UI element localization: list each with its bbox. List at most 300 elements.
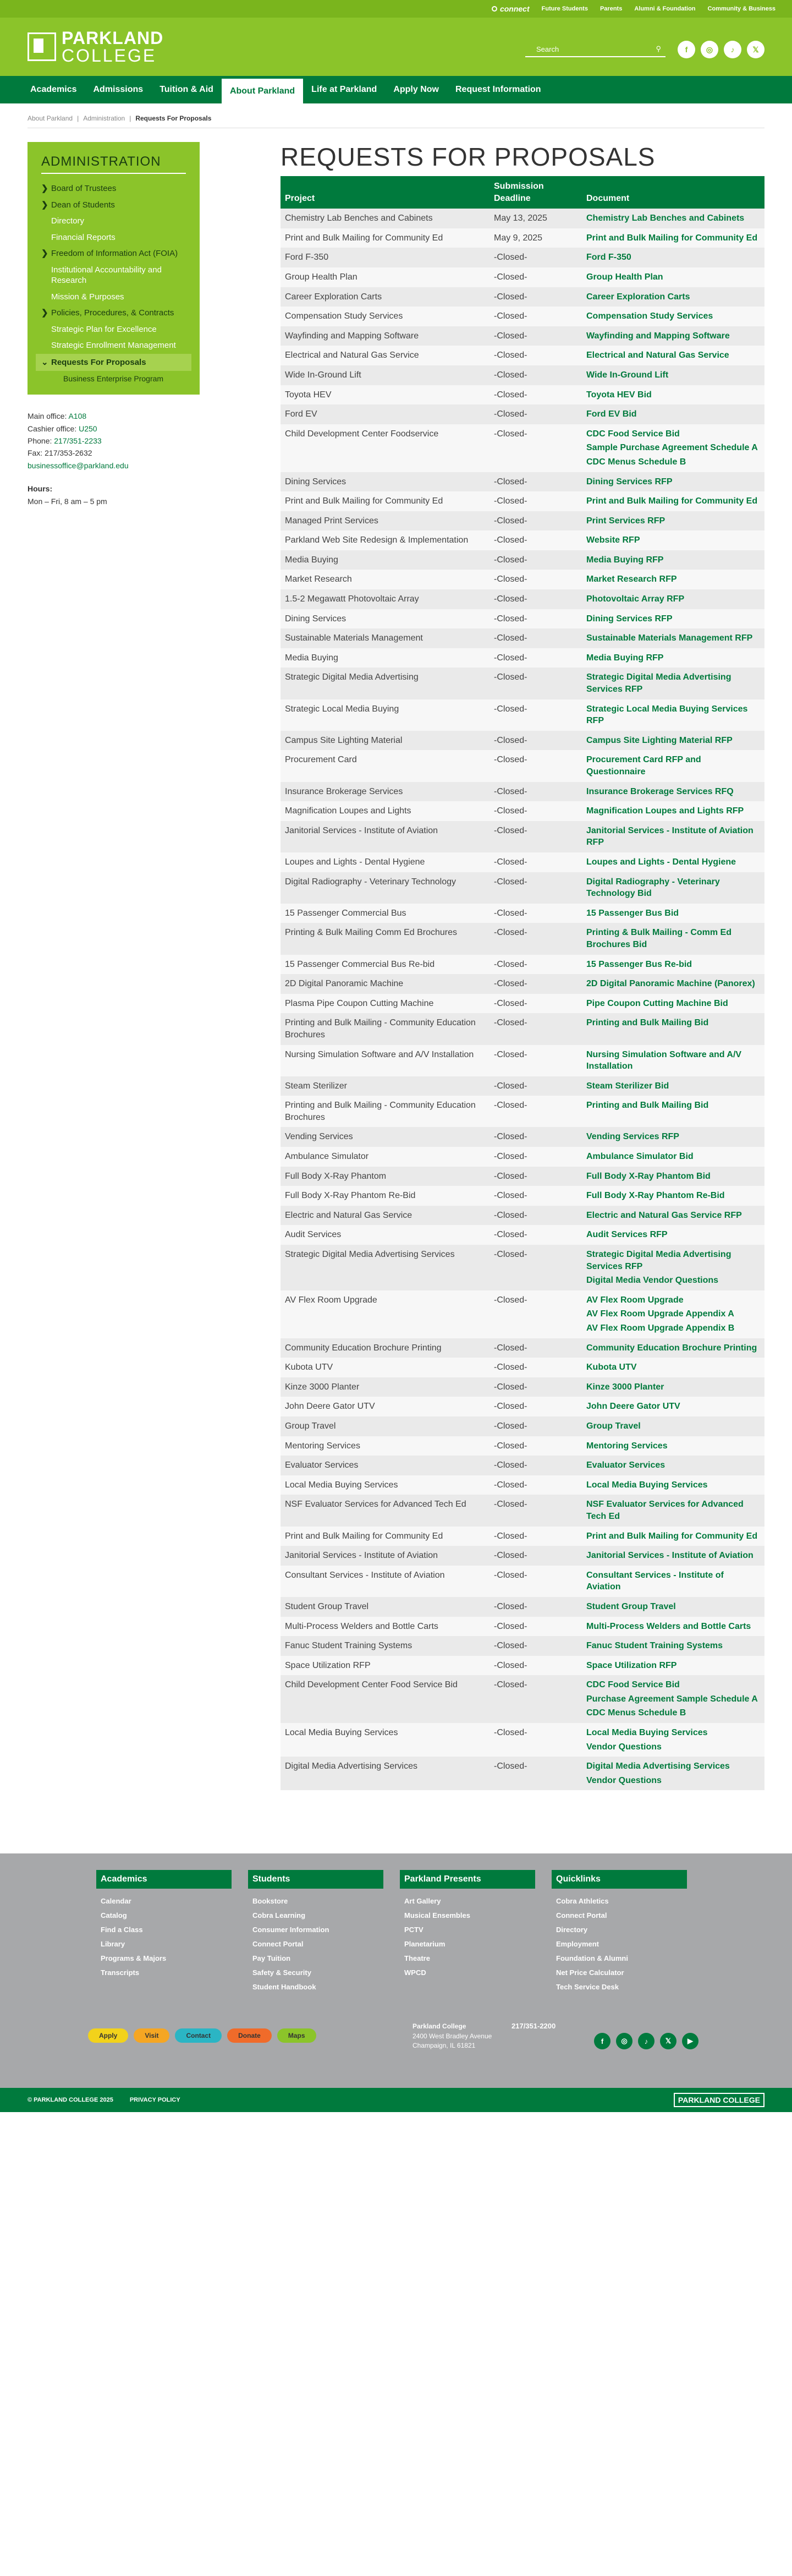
sidebar-item[interactable] (41, 197, 186, 214)
document-link[interactable]: Dining Services RFP (586, 614, 673, 624)
main-office: Main office: A108 (28, 412, 87, 421)
footer-link[interactable]: Theatre (404, 1954, 430, 1963)
document-link[interactable]: Mentoring Services (586, 1441, 668, 1451)
sidebar-item[interactable] (41, 245, 186, 262)
table-row (280, 1597, 765, 1617)
table-row (280, 668, 765, 699)
document-link[interactable]: Printing and Bulk Mailing Bid (586, 1018, 709, 1028)
project-cell: 15 Passenger Commercial Bus (280, 904, 490, 923)
document-link[interactable]: Printing & Bulk Mailing - Comm Ed Brochures Bid (586, 928, 732, 949)
chevron-right-icon: ❯ (41, 184, 48, 193)
utility-link-community[interactable]: Community & Business (707, 6, 776, 12)
sidebar-item[interactable] (41, 305, 186, 321)
document-link[interactable]: Digital Media Advertising Services (586, 1762, 730, 1771)
document-link[interactable]: Electrical and Natural Gas Service (586, 351, 729, 360)
sidebar-item[interactable] (41, 321, 186, 338)
pill-button-contact[interactable]: Contact (175, 2028, 222, 2043)
deadline-cell: -Closed- (490, 1546, 582, 1566)
document-link[interactable]: Dining Services RFP (586, 477, 673, 486)
project-cell: Nursing Simulation Software and A/V Installation (280, 1045, 490, 1076)
document-link[interactable]: Steam Sterilizer Bid (586, 1081, 669, 1091)
connect-link[interactable]: connect (492, 4, 530, 13)
deadline-cell: -Closed- (490, 1597, 582, 1617)
document-link[interactable]: 15 Passenger Bus Bid (586, 908, 679, 918)
document-cell (582, 1527, 765, 1546)
document-link[interactable]: Local Media Buying Services (586, 1728, 708, 1738)
footer-link[interactable]: Find a Class (101, 1926, 143, 1934)
document-cell (582, 570, 765, 589)
footer-link[interactable]: Consumer Information (252, 1926, 329, 1934)
footer-column (248, 1870, 383, 1994)
footer-link[interactable]: Calendar (101, 1897, 131, 1906)
document-link[interactable]: Market Research RFP (586, 575, 677, 584)
deadline-cell: -Closed- (490, 472, 582, 492)
document-link[interactable]: AV Flex Room Upgrade Appendix A (586, 1309, 734, 1319)
pill-button-visit[interactable]: Visit (134, 2028, 169, 2043)
project-cell: Child Development Center Food Service Bid (280, 1675, 490, 1723)
table-row (280, 385, 765, 405)
document-link[interactable]: Consultant Services - Institute of Aviation (586, 1570, 724, 1592)
quick-action-pills (88, 2028, 396, 2043)
document-cell (582, 731, 765, 751)
table-row (280, 1013, 765, 1044)
footer-logo[interactable]: PARKLAND COLLEGE (674, 2093, 765, 2107)
table-row (280, 1045, 765, 1076)
document-cell (582, 385, 765, 405)
document-link[interactable]: 2D Digital Panoramic Machine (Panorex) (586, 979, 755, 989)
deadline-cell: -Closed- (490, 267, 582, 287)
footer-link[interactable]: WPCD (404, 1968, 426, 1977)
footer-link[interactable]: Directory (556, 1926, 588, 1934)
document-link[interactable]: Nursing Simulation Software and A/V Installation (586, 1049, 742, 1071)
footer-link[interactable]: Musical Ensembles (404, 1911, 470, 1920)
document-cell (582, 424, 765, 472)
facebook-icon[interactable]: f (594, 2033, 610, 2049)
sidebar-item[interactable] (41, 337, 186, 354)
sidebar-item-label: Freedom of Information Act (FOIA) (51, 249, 178, 258)
document-link[interactable]: Sample Purchase Agreement Schedule A (586, 443, 758, 453)
document-link[interactable]: AV Flex Room Upgrade Appendix B (586, 1323, 735, 1333)
project-cell: 2D Digital Panoramic Machine (280, 974, 490, 994)
document-link[interactable]: Student Group Travel (586, 1601, 676, 1611)
deadline-cell: -Closed- (490, 1245, 582, 1290)
logo-line-1: PARKLAND (62, 28, 164, 48)
nav-apply-now[interactable]: Apply Now (393, 85, 439, 94)
document-cell (582, 872, 765, 904)
document-link[interactable]: Procurement Card RFP and Questionnaire (586, 755, 701, 776)
email-link[interactable]: businessoffice@parkland.edu (28, 461, 129, 470)
table-row (280, 852, 765, 872)
document-link[interactable]: Fanuc Student Training Systems (586, 1641, 723, 1651)
utility-link-future-students[interactable]: Future Students (541, 6, 588, 12)
deadline-cell: -Closed- (490, 1290, 582, 1338)
document-link[interactable]: Local Media Buying Services (586, 1480, 708, 1490)
document-link[interactable]: Print and Bulk Mailing for Community Ed (586, 233, 758, 243)
project-cell: Print and Bulk Mailing for Community Ed (280, 228, 490, 248)
document-cell (582, 1436, 765, 1456)
project-cell: Printing and Bulk Mailing - Community Education Brochures (280, 1096, 490, 1127)
project-cell: Strategic Digital Media Advertising (280, 668, 490, 699)
document-link[interactable]: Ambulance Simulator Bid (586, 1152, 694, 1162)
table-row (280, 1636, 765, 1656)
document-cell (582, 1757, 765, 1790)
document-link[interactable]: Space Utilization RFP (586, 1660, 677, 1670)
table-row (280, 1206, 765, 1226)
deadline-cell: -Closed- (490, 1225, 582, 1245)
table-row (280, 346, 765, 365)
document-cell (582, 904, 765, 923)
site-footer (0, 1853, 792, 2088)
table-row (280, 307, 765, 326)
nav-about-parkland[interactable]: About Parkland (222, 76, 303, 103)
document-link[interactable]: Strategic Digital Media Advertising Services RFP (586, 1250, 732, 1271)
table-row (280, 1186, 765, 1206)
document-cell (582, 1495, 765, 1526)
cashier-office-link[interactable]: U250 (79, 424, 97, 433)
document-link[interactable]: Digital Radiography - Veterinary Technology Bid (586, 877, 720, 899)
table-row (280, 550, 765, 570)
hours-value: Mon – Fri, 8 am – 5 pm (28, 496, 107, 506)
document-link[interactable]: Kinze 3000 Planter (586, 1382, 664, 1392)
footer-link[interactable]: Programs & Majors (101, 1954, 167, 1963)
document-link[interactable]: Campus Site Lighting Material RFP (586, 735, 733, 745)
footer-phone[interactable]: 217/351-2200 (512, 2022, 556, 2031)
sidebar-item[interactable] (41, 229, 186, 246)
document-cell (582, 248, 765, 267)
instagram-icon[interactable]: ◎ (616, 2033, 632, 2049)
deadline-cell: -Closed- (490, 424, 582, 472)
project-cell: Evaluator Services (280, 1456, 490, 1475)
project-cell: Procurement Card (280, 750, 490, 781)
document-link[interactable]: Electric and Natural Gas Service RFP (586, 1210, 742, 1220)
project-cell: Local Media Buying Services (280, 1475, 490, 1495)
footer-link[interactable]: Employment (556, 1940, 600, 1949)
project-cell: Strategic Digital Media Advertising Services (280, 1245, 490, 1290)
document-link[interactable]: CDC Menus Schedule B (586, 457, 686, 467)
college-logo[interactable] (28, 29, 163, 64)
document-cell (582, 491, 765, 511)
facebook-icon[interactable]: f (678, 41, 695, 58)
deadline-cell: -Closed- (490, 1096, 582, 1127)
table-row (280, 648, 765, 668)
sidebar-item[interactable] (41, 371, 186, 386)
document-link[interactable]: Strategic Digital Media Advertising Services RFP (586, 672, 732, 694)
footer-link[interactable]: Student Handbook (252, 1983, 316, 1992)
document-cell (582, 1076, 765, 1096)
footer-link[interactable]: Cobra Athletics (556, 1897, 609, 1906)
document-link[interactable]: CDC Food Service Bid (586, 1680, 680, 1690)
document-link[interactable]: Community Education Brochure Printing (586, 1343, 757, 1353)
chevron-down-icon: ⌄ (41, 357, 48, 367)
project-cell: Plasma Pipe Coupon Cutting Machine (280, 994, 490, 1014)
project-cell: Career Exploration Carts (280, 287, 490, 307)
document-cell (582, 1290, 765, 1338)
deadline-cell: -Closed- (490, 1617, 582, 1637)
document-cell (582, 923, 765, 954)
project-cell: Managed Print Services (280, 511, 490, 531)
search-placeholder: Search (536, 45, 559, 53)
table-row (280, 955, 765, 975)
table-row (280, 923, 765, 954)
document-link[interactable]: CDC Menus Schedule B (586, 1708, 686, 1718)
document-cell (582, 668, 765, 699)
sidebar-item[interactable] (41, 213, 186, 229)
table-row (280, 1245, 765, 1290)
deadline-cell: -Closed- (490, 530, 582, 550)
footer-link[interactable]: Connect Portal (556, 1911, 607, 1920)
footer-link[interactable]: Tech Service Desk (556, 1983, 619, 1992)
deadline-cell: -Closed- (490, 699, 582, 731)
document-link[interactable]: Website RFP (586, 535, 640, 545)
document-cell (582, 1377, 765, 1397)
document-cell (582, 1617, 765, 1637)
sidebar-item-label: Institutional Accountability and Research (51, 265, 162, 285)
nav-academics[interactable]: Academics (30, 85, 77, 94)
deadline-cell: -Closed- (490, 852, 582, 872)
document-link[interactable]: Kubota UTV (586, 1363, 637, 1372)
deadline-cell: -Closed- (490, 404, 582, 424)
breadcrumb-about[interactable]: About Parkland (28, 114, 73, 122)
document-cell (582, 550, 765, 570)
table-row (280, 1675, 765, 1723)
utility-bar (0, 0, 792, 18)
deadline-cell: -Closed- (490, 385, 582, 405)
document-cell (582, 589, 765, 609)
table-row (280, 1377, 765, 1397)
deadline-cell: -Closed- (490, 801, 582, 821)
document-link[interactable]: Print and Bulk Mailing for Community Ed (586, 1531, 758, 1541)
main-office-link[interactable]: A108 (68, 412, 87, 421)
document-cell (582, 1167, 765, 1186)
document-link[interactable]: Digital Media Vendor Questions (586, 1276, 719, 1286)
footer-link[interactable]: Planetarium (404, 1940, 446, 1949)
project-cell: 15 Passenger Commercial Bus Re-bid (280, 955, 490, 975)
column-header-project: Project (280, 176, 490, 209)
document-cell (582, 1397, 765, 1416)
project-cell: Toyota HEV (280, 385, 490, 405)
rfp-table (280, 176, 765, 1790)
document-link[interactable]: Multi-Process Welders and Bottle Carts (586, 1621, 751, 1631)
footer-link[interactable]: Library (101, 1940, 125, 1949)
document-link[interactable]: Evaluator Services (586, 1461, 666, 1470)
document-link[interactable]: Audit Services RFP (586, 1230, 668, 1240)
footer-link[interactable]: Safety & Security (252, 1968, 311, 1977)
table-row (280, 511, 765, 531)
document-link[interactable]: Chemistry Lab Benches and Cabinets (586, 214, 745, 223)
footer-link[interactable]: PCTV (404, 1926, 424, 1934)
document-cell (582, 852, 765, 872)
footer-column-title: Academics (96, 1870, 232, 1889)
document-link[interactable]: Wide In-Ground Lift (586, 370, 669, 380)
deadline-cell: -Closed- (490, 570, 582, 589)
document-link[interactable]: Full Body X-Ray Phantom Re-Bid (586, 1191, 725, 1201)
table-row (280, 287, 765, 307)
project-cell: NSF Evaluator Services for Advanced Tech Ed (280, 1495, 490, 1526)
deadline-cell: -Closed- (490, 307, 582, 326)
document-link[interactable]: Ford F-350 (586, 253, 631, 262)
footer-column-title: Students (248, 1870, 383, 1889)
breadcrumb-separator: | (129, 114, 131, 122)
footer-link[interactable]: Net Price Calculator (556, 1968, 624, 1977)
utility-link-alumni[interactable]: Alumni & Foundation (634, 6, 696, 12)
project-cell: Vending Services (280, 1127, 490, 1147)
deadline-cell: -Closed- (490, 872, 582, 904)
document-link[interactable]: Janitorial Services - Institute of Aviation RFP (586, 825, 754, 847)
deadline-cell: -Closed- (490, 1186, 582, 1206)
project-cell: Kubota UTV (280, 1358, 490, 1377)
table-row (280, 1167, 765, 1186)
footer-link[interactable]: Art Gallery (404, 1897, 441, 1906)
table-row (280, 801, 765, 821)
project-cell: Media Buying (280, 648, 490, 668)
youtube-icon[interactable]: ▶ (682, 2033, 698, 2049)
footer-link[interactable]: Transcripts (101, 1968, 140, 1977)
footer-link[interactable]: Cobra Learning (252, 1911, 306, 1920)
document-link[interactable]: Printing and Bulk Mailing Bid (586, 1101, 709, 1111)
x-icon[interactable]: 𝕏 (747, 41, 765, 58)
document-link[interactable]: Ford EV Bid (586, 409, 637, 419)
table-row (280, 267, 765, 287)
table-row (280, 365, 765, 385)
tiktok-icon[interactable]: ♪ (638, 2033, 654, 2049)
breadcrumb-current: Requests For Proposals (135, 114, 212, 122)
document-link[interactable]: NSF Evaluator Services for Advanced Tech Ed (586, 1500, 744, 1521)
document-link[interactable]: Strategic Local Media Buying Services RFP (586, 704, 748, 726)
document-link[interactable]: Print and Bulk Mailing for Community Ed (586, 496, 758, 506)
deadline-cell: -Closed- (490, 628, 582, 648)
sidebar-item-label: Mission & Purposes (51, 292, 124, 302)
document-cell (582, 365, 765, 385)
footer-column (96, 1870, 232, 1994)
nav-admissions[interactable]: Admissions (93, 85, 144, 94)
search-icon[interactable]: ⚲ (656, 45, 661, 53)
table-row (280, 1757, 765, 1790)
table-row (280, 1358, 765, 1377)
document-link[interactable]: Print Services RFP (586, 516, 666, 526)
document-link[interactable]: Loupes and Lights - Dental Hygiene (586, 857, 736, 867)
document-cell (582, 1636, 765, 1656)
project-cell: Child Development Center Foodservice (280, 424, 490, 472)
pill-button-apply[interactable]: Apply (88, 2028, 128, 2043)
deadline-cell: -Closed- (490, 1147, 582, 1167)
document-cell (582, 1245, 765, 1290)
document-link[interactable]: Purchase Agreement Sample Schedule A (586, 1694, 758, 1704)
pill-button-donate[interactable]: Donate (227, 2028, 272, 2043)
table-row (280, 609, 765, 629)
document-link[interactable]: Toyota HEV Bid (586, 390, 652, 400)
document-cell (582, 511, 765, 531)
document-link[interactable]: John Deere Gator UTV (586, 1402, 680, 1412)
footer-link[interactable]: Pay Tuition (252, 1954, 291, 1963)
document-link[interactable]: Insurance Brokerage Services RFQ (586, 786, 734, 796)
document-link[interactable]: Media Buying RFP (586, 653, 664, 663)
document-cell (582, 1186, 765, 1206)
deadline-cell: -Closed- (490, 1076, 582, 1096)
sidebar-item[interactable] (41, 181, 186, 197)
document-link[interactable]: Janitorial Services - Institute of Aviation (586, 1551, 754, 1561)
document-link[interactable]: Sustainable Materials Management RFP (586, 633, 753, 643)
deadline-cell: -Closed- (490, 365, 582, 385)
document-cell (582, 1206, 765, 1226)
project-cell: Print and Bulk Mailing for Community Ed (280, 491, 490, 511)
document-link[interactable]: Group Travel (586, 1421, 641, 1431)
sidebar-item[interactable] (41, 262, 186, 289)
document-link[interactable]: CDC Food Service Bid (586, 429, 680, 439)
sidebar-item[interactable] (36, 354, 191, 371)
deadline-cell: -Closed- (490, 1495, 582, 1526)
project-cell: Media Buying (280, 550, 490, 570)
search-input[interactable] (525, 42, 666, 57)
document-link[interactable]: Vending Services RFP (586, 1132, 679, 1142)
footer-link[interactable]: Foundation & Alumni (556, 1954, 628, 1963)
footer-column (400, 1870, 535, 1994)
document-link[interactable]: 15 Passenger Bus Re-bid (586, 959, 692, 969)
sidebar-item-label: Board of Trustees (51, 184, 117, 193)
document-link[interactable]: Career Exploration Carts (586, 292, 690, 302)
table-row (280, 424, 765, 472)
table-row (280, 228, 765, 248)
document-link[interactable]: Media Buying RFP (586, 555, 664, 565)
instagram-icon[interactable]: ◎ (701, 41, 718, 58)
deadline-cell: -Closed- (490, 1656, 582, 1676)
deadline-cell: -Closed- (490, 248, 582, 267)
document-link[interactable]: Photovoltaic Array RFP (586, 594, 685, 604)
document-link[interactable]: AV Flex Room Upgrade (586, 1295, 684, 1305)
footer-link[interactable]: Connect Portal (252, 1940, 304, 1949)
phone-link[interactable]: 217/351-2233 (54, 436, 102, 445)
footer-link[interactable]: Catalog (101, 1911, 127, 1920)
utility-link-parents[interactable]: Parents (600, 6, 623, 12)
footer-link[interactable]: Bookstore (252, 1897, 288, 1906)
document-link[interactable]: Full Body X-Ray Phantom Bid (586, 1171, 711, 1181)
deadline-cell: -Closed- (490, 1566, 582, 1597)
table-row (280, 1723, 765, 1757)
document-link[interactable]: Vendor Questions (586, 1742, 662, 1752)
breadcrumb-administration[interactable]: Administration (83, 114, 125, 122)
nav-request-information[interactable]: Request Information (455, 85, 541, 94)
document-link[interactable]: Magnification Loupes and Lights RFP (586, 806, 744, 816)
table-row (280, 1127, 765, 1147)
document-link[interactable]: Vendor Questions (586, 1775, 662, 1785)
privacy-policy-link[interactable]: PRIVACY POLICY (129, 2097, 180, 2104)
document-cell (582, 1225, 765, 1245)
deadline-cell: -Closed- (490, 1045, 582, 1076)
table-row (280, 248, 765, 267)
deadline-cell: -Closed- (490, 994, 582, 1014)
document-cell (582, 994, 765, 1014)
document-link[interactable]: Pipe Coupon Cutting Machine Bid (586, 998, 728, 1008)
phone: Phone: 217/351-2233 (28, 436, 102, 445)
sidebar-item[interactable] (41, 289, 186, 305)
x-icon[interactable]: 𝕏 (660, 2033, 676, 2049)
document-link[interactable]: Group Health Plan (586, 272, 663, 282)
table-header-row (280, 176, 765, 209)
nav-tuition-aid[interactable]: Tuition & Aid (160, 85, 213, 94)
nav-life-at-parkland[interactable]: Life at Parkland (311, 85, 377, 94)
table-row (280, 1546, 765, 1566)
pill-button-maps[interactable]: Maps (277, 2028, 316, 2043)
tiktok-icon[interactable]: ♪ (724, 41, 741, 58)
document-link[interactable]: Wayfinding and Mapping Software (586, 331, 730, 341)
table-row (280, 821, 765, 852)
table-row (280, 1527, 765, 1546)
document-cell (582, 1013, 765, 1044)
document-link[interactable]: Compensation Study Services (586, 311, 713, 321)
project-cell: Insurance Brokerage Services (280, 782, 490, 802)
document-cell (582, 782, 765, 802)
project-cell: Full Body X-Ray Phantom (280, 1167, 490, 1186)
document-cell (582, 267, 765, 287)
